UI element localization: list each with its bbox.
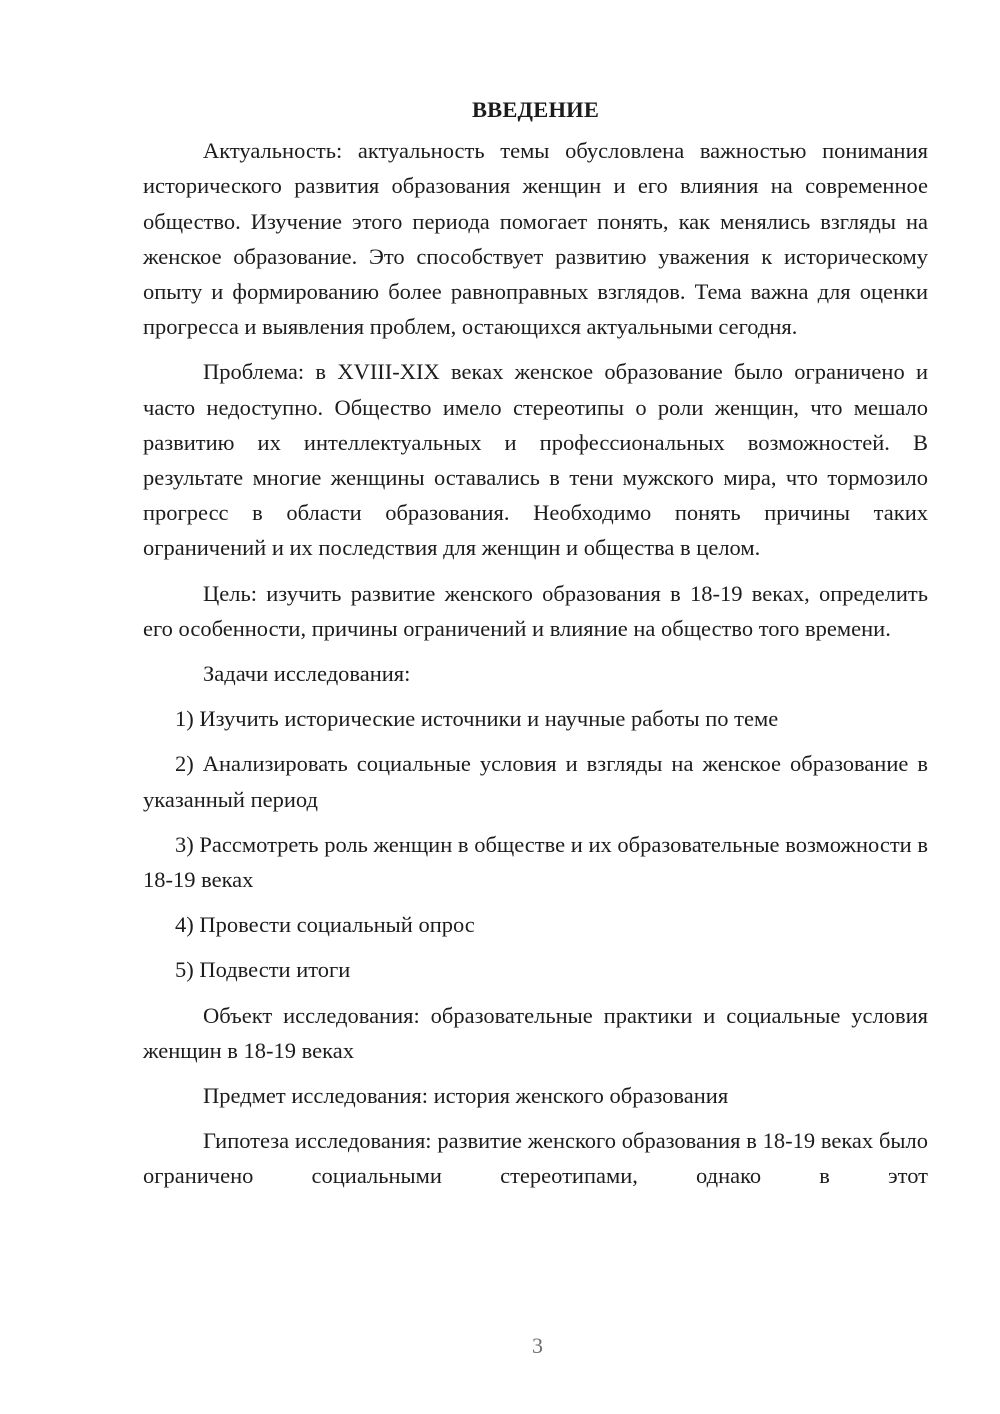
page-number: 3 <box>532 1333 543 1358</box>
subject-paragraph: Предмет исследования: история женского образования <box>203 1083 729 1109</box>
goal-paragraph: Цель: изучить развитие женского образования в 18-19 веках, определить его особенности, причины ограничений и влияние на общество того времени. <box>143 580 928 641</box>
relevance-paragraph: Актуальность: актуальность темы обусловлена важностью понимания исторического развития образования женщин и его влияния на современное общество. Изучение этого периода помогает понять, как менялись взгляды на женское образование. Это способствует развитию уважения к историческому опыту и формированию более равноправных взглядов. Тема важна для оценки прогресса и выявления проблем, остающихся актуальными сегодня. <box>143 138 928 340</box>
hypothesis-paragraph: Гипотеза исследования: развитие женского образования в 18-19 веках было ограничено социальными стереотипами, однако в этот <box>143 1128 928 1189</box>
section-title: ВВЕДЕНИЕ <box>471 97 600 122</box>
tasks-heading: Задачи исследования: <box>203 661 411 687</box>
task-item: 5) Подвести итоги <box>175 957 351 983</box>
task-item: 4) Провести социальный опрос <box>175 912 475 938</box>
task-item: 2) Анализировать социальные условия и взгляды на женское образование в указанный период <box>143 751 928 812</box>
page-content <box>143 92 928 1204</box>
object-paragraph: Объект исследования: образовательные практики и социальные условия женщин в 18-19 веках <box>143 1002 928 1063</box>
task-item: 3) Рассмотреть роль женщин в обществе и их образовательные возможности в 18-19 веках <box>143 831 928 893</box>
task-item: 1) Изучить исторические источники и научные работы по теме <box>175 706 779 732</box>
problem-paragraph: Проблема: в XVIII-XIX веках женское образование было ограничено и часто недоступно. Общество имело стереотипы о роли женщин, что мешало развитию их интеллектуальных и профессиональных возможностей. В результате многие женщины оставались в тени мужского мира, что тормозило прогресс в области образования. Необходимо понять причины таких ограничений и их последствия для женщин и общества в целом. <box>143 359 928 561</box>
